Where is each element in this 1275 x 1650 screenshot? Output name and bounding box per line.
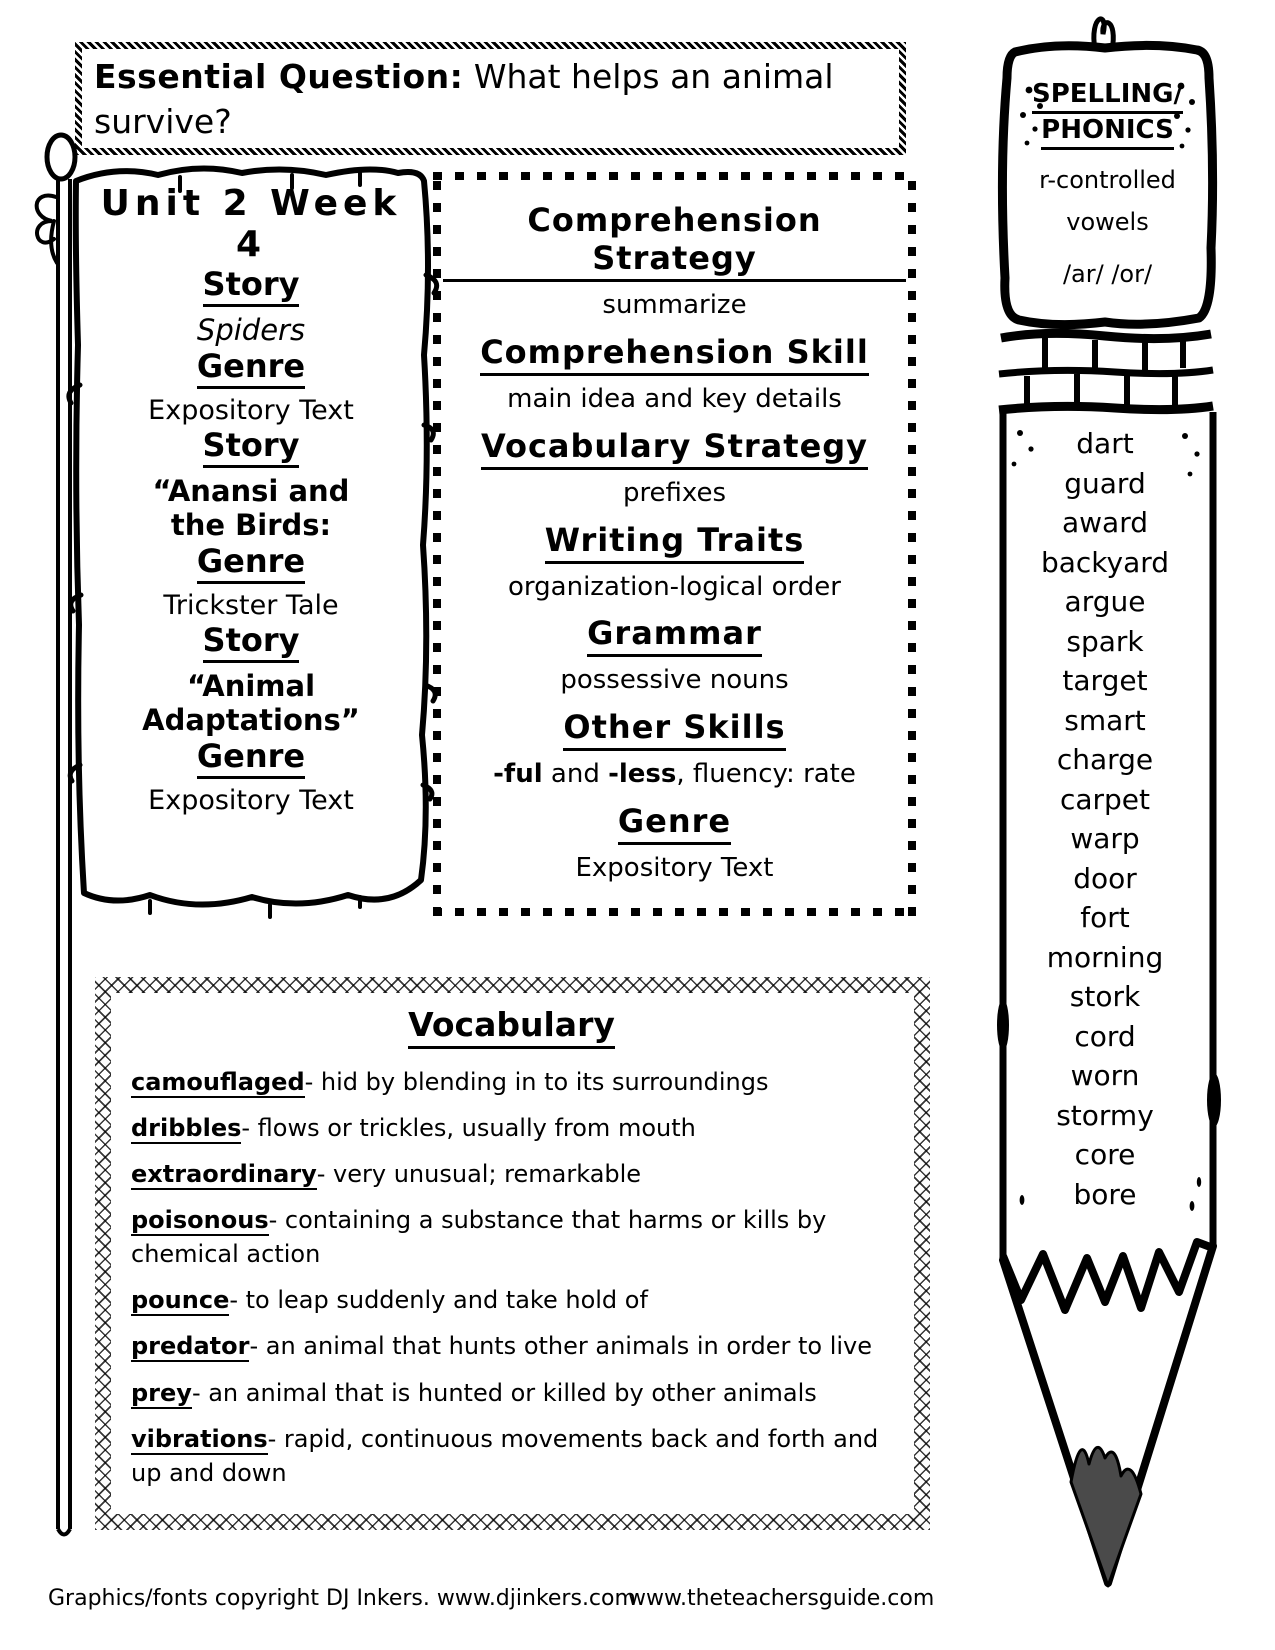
spelling-word: stork [1069, 980, 1141, 1013]
skills-section [443, 708, 906, 789]
banner-section-value: Expository Text [148, 785, 354, 816]
banner-section-value: Spiders [196, 313, 306, 347]
skills-section-value: summarize [602, 289, 747, 320]
spelling-word: bore [1073, 1177, 1137, 1211]
spelling-word: spark [1066, 624, 1144, 658]
vocab-definition: - flows or trickles, usually from mouth [241, 1114, 696, 1143]
spelling-word: backyard [1040, 545, 1170, 579]
skills-section-value: Expository Text [575, 853, 774, 884]
skills-section [443, 521, 906, 602]
spelling-word: award [1061, 506, 1148, 539]
skills-section-heading: Comprehension Skill [443, 333, 906, 376]
spelling-word: carpet [1059, 782, 1151, 816]
vocab-entry [131, 1283, 892, 1317]
essential-question-label: Essential Question: [94, 57, 464, 96]
vocab-term: camouflaged [131, 1068, 305, 1096]
vocab-definition: - to leap suddenly and take hold of [229, 1286, 648, 1315]
vocab-entry [131, 1376, 892, 1410]
banner-section-value: Expository Text [148, 395, 354, 426]
skills-section-value: organization-logical order [508, 571, 841, 602]
skills-section-value: possessive nouns [560, 665, 789, 696]
spelling-word-list [995, 424, 1215, 1214]
essential-question-text: What helps an animal survive? [94, 57, 834, 141]
pole-knob [47, 135, 75, 179]
vocab-entry [131, 1203, 892, 1271]
flag-pole [58, 179, 70, 1529]
skills-section-heading: Vocabulary Strategy [443, 427, 906, 470]
skills-section-value: main idea and key details [507, 383, 842, 414]
unit-week-title: Unit 2 Week 4 [100, 183, 402, 265]
spelling-word: smart [1064, 703, 1146, 737]
skills-section-heading: Comprehension Strategy [443, 201, 906, 282]
vocab-entry [131, 1111, 892, 1145]
banner-section-heading: Genre [95, 347, 407, 389]
skills-section-heading: Grammar [443, 614, 906, 657]
skills-section [443, 802, 906, 883]
skills-section-heading: Other Skills [443, 708, 906, 751]
skills-section-value: -ful and -less, fluency: rate [493, 759, 856, 790]
vocab-definition: - hid by blending in to its surroundings [304, 1068, 769, 1096]
spelling-title-line2: PHONICS [1005, 114, 1210, 150]
banner-section-heading: Genre [95, 737, 407, 779]
banner-section-value: “Anansi and the Birds: [152, 474, 350, 542]
vocab-entry [131, 1157, 892, 1191]
skills-section-heading: Genre [443, 802, 906, 845]
vocab-entry [131, 1329, 892, 1363]
vocab-term: dribbles [131, 1114, 242, 1143]
footer-copyright: Graphics/fonts copyright DJ Inkers. www.djinkers.com [48, 1586, 636, 1611]
banner-section-value: “Animal Adaptations” [142, 669, 360, 737]
skills-section-heading: Writing Traits [443, 521, 906, 564]
vocabulary-box [95, 977, 930, 1530]
vocab-definition: - an animal that hunts other animals in order to live [249, 1332, 873, 1361]
spelling-subtitle: r-controlled [1039, 166, 1176, 194]
spelling-word: door [1073, 861, 1137, 895]
skills-section [443, 427, 906, 508]
spelling-word: guard [1064, 466, 1146, 500]
skills-section [443, 333, 906, 414]
vocab-entry [131, 1422, 892, 1490]
footer-site-url: www.theteachersguide.com [628, 1586, 935, 1611]
banner-section-heading: Genre [95, 542, 407, 584]
vocab-term: poisonous [131, 1206, 269, 1235]
spelling-word: charge [1056, 743, 1154, 776]
spelling-word: target [1062, 664, 1148, 697]
banner-section-heading: Story [95, 265, 407, 307]
vocab-definition: - rapid, continuous movements back and forth and up and down [131, 1424, 879, 1487]
spelling-word: core [1074, 1138, 1136, 1171]
spelling-word: dart [1076, 427, 1134, 460]
vocab-term: predator [131, 1332, 250, 1361]
spelling-word: worn [1070, 1059, 1140, 1092]
spelling-word: argue [1064, 585, 1146, 618]
banner-section-heading: Story [95, 621, 407, 663]
spelling-title-line1: SPELLING/ [1005, 78, 1210, 114]
skills-box [433, 172, 916, 916]
spelling-word: fort [1080, 901, 1130, 934]
vocab-definition: - containing a substance that harms or kills by chemical action [131, 1206, 827, 1269]
pole-bow [37, 196, 57, 263]
spelling-word: stormy [1056, 1098, 1154, 1132]
skills-section [443, 614, 906, 695]
vocab-term: vibrations [131, 1424, 268, 1453]
vocab-definition: - an animal that is hunted or killed by other animals [191, 1378, 817, 1407]
vocab-term: prey [131, 1378, 192, 1407]
vocab-definition: - very unusual; remarkable [316, 1160, 642, 1189]
spelling-word: morning [1046, 940, 1164, 974]
skills-section-value: prefixes [622, 477, 727, 508]
banner-section-value: Trickster Tale [163, 590, 339, 621]
skills-section [443, 201, 906, 320]
spelling-phonics-header [1005, 78, 1210, 288]
unit-banner [95, 183, 407, 816]
banner-section-heading: Story [95, 426, 407, 468]
spelling-word: warp [1070, 822, 1140, 855]
vocabulary-title: Vocabulary [131, 1005, 892, 1049]
spelling-word: cord [1074, 1019, 1136, 1053]
spelling-phonemes: /ar/ /or/ [1062, 260, 1153, 288]
vocab-term: extraordinary [131, 1160, 317, 1189]
spelling-subtitle: vowels [1066, 208, 1149, 236]
vocab-term: pounce [131, 1286, 230, 1315]
vocab-entry [131, 1065, 892, 1099]
